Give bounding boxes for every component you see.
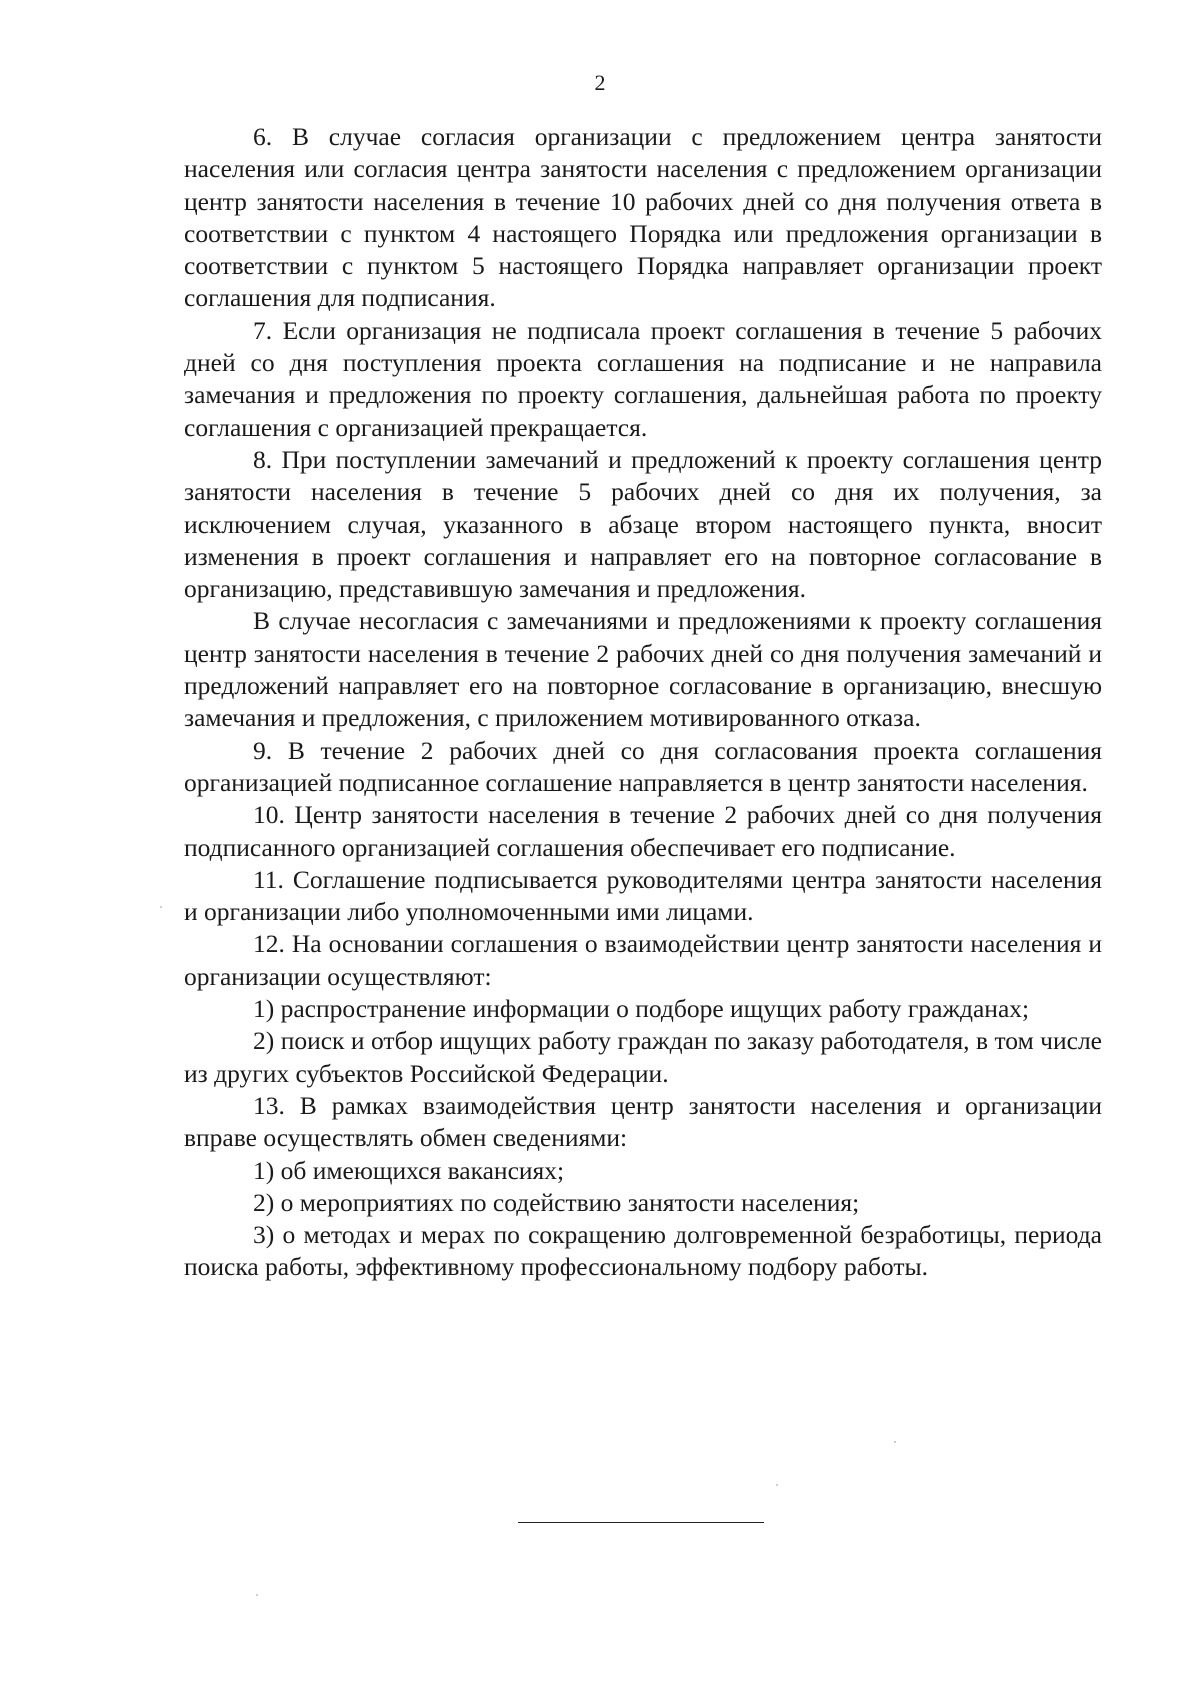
paragraph-12-item-2: 2) поиск и отбор ищущих работу граждан по заказу работодателя, в том числе из других субъектов Российской Федерации. [184, 1026, 1102, 1088]
scan-speck [160, 906, 162, 908]
scan-speck [256, 1594, 258, 1596]
paragraph-13-item-3: 3) о методах и мерах по сокращению долговременной безработицы, периода поиска работы, эффективному профессиональному подбору работы. [184, 1220, 1102, 1282]
paragraph-13: 13. В рамках взаимодействия центр занятости населения и организации вправе осуществлять обмен сведениями: [184, 1090, 1102, 1153]
paragraph-9: 9. В течение 2 рабочих дней со дня согласования проекта соглашения организацией подписанное соглашение направляется в центр занятости населения. [184, 735, 1102, 797]
paragraph-7: 7. Если организация не подписала проект соглашения в течение 5 рабочих дней со дня поступления проекта соглашения на подписание и не направила замечания и предложения по проекту соглашения, дальнейшая работа по проекту соглашения с организацией прекращается. [184, 315, 1102, 442]
paragraph-12: 12. На основании соглашения о взаимодействии центр занятости населения и организации осуществляют: [184, 929, 1102, 991]
paragraph-11: 11. Соглашение подписывается руководителями центра занятости населения и организации либо уполномоченными ими лицами. [184, 864, 1102, 927]
end-of-text-rule [518, 1522, 764, 1523]
scan-speck [894, 1441, 896, 1443]
paragraph-13-item-2: 2) о мероприятиях по содействию занятости населения; [253, 1187, 860, 1217]
paragraph-6: 6. В случае согласия организации с предложением центра занятости населения или согласия центра занятости населения с предложением организации центр занятости населения в течение 10 рабочих дней со дня получения ответа в соответствии с пунктом 4 настоящего Порядка или предложения организации в соответствии с пунктом 5 настоящего Порядка направляет организации проект соглашения для подписания. [184, 122, 1102, 313]
paragraph-8-second: В случае несогласия с замечаниями и предложениями к проекту соглашения центр занятости населения в течение 2 рабочих дней со дня получения замечаний и предложений направляет его на повторное согласование в организацию, внесшую замечания и предложения, с приложением мотивированного отказа. [184, 606, 1102, 733]
paragraph-13-item-1: 1) об имеющихся вакансиях; [253, 1155, 565, 1185]
document-body [184, 121, 1102, 1284]
page-number: 2 [594, 70, 606, 95]
paragraph-8: 8. При поступлении замечаний и предложений к проекту соглашения центр занятости населения в течение 5 рабочих дней со дня их получения, за исключением случая, указанного в абзаце втором настоящего пункта, вносит изменения в проект соглашения и направляет его на повторное согласование в организацию, представившую замечания и предложения. [184, 444, 1102, 604]
paragraph-12-item-1: 1) распространение информации о подборе ищущих работу гражданах; [253, 994, 1030, 1024]
scan-speck [776, 1484, 778, 1486]
paragraph-10: 10. Центр занятости населения в течение 2 рабочих дней со дня получения подписанного организацией соглашения обеспечивает его подписание. [184, 800, 1102, 862]
